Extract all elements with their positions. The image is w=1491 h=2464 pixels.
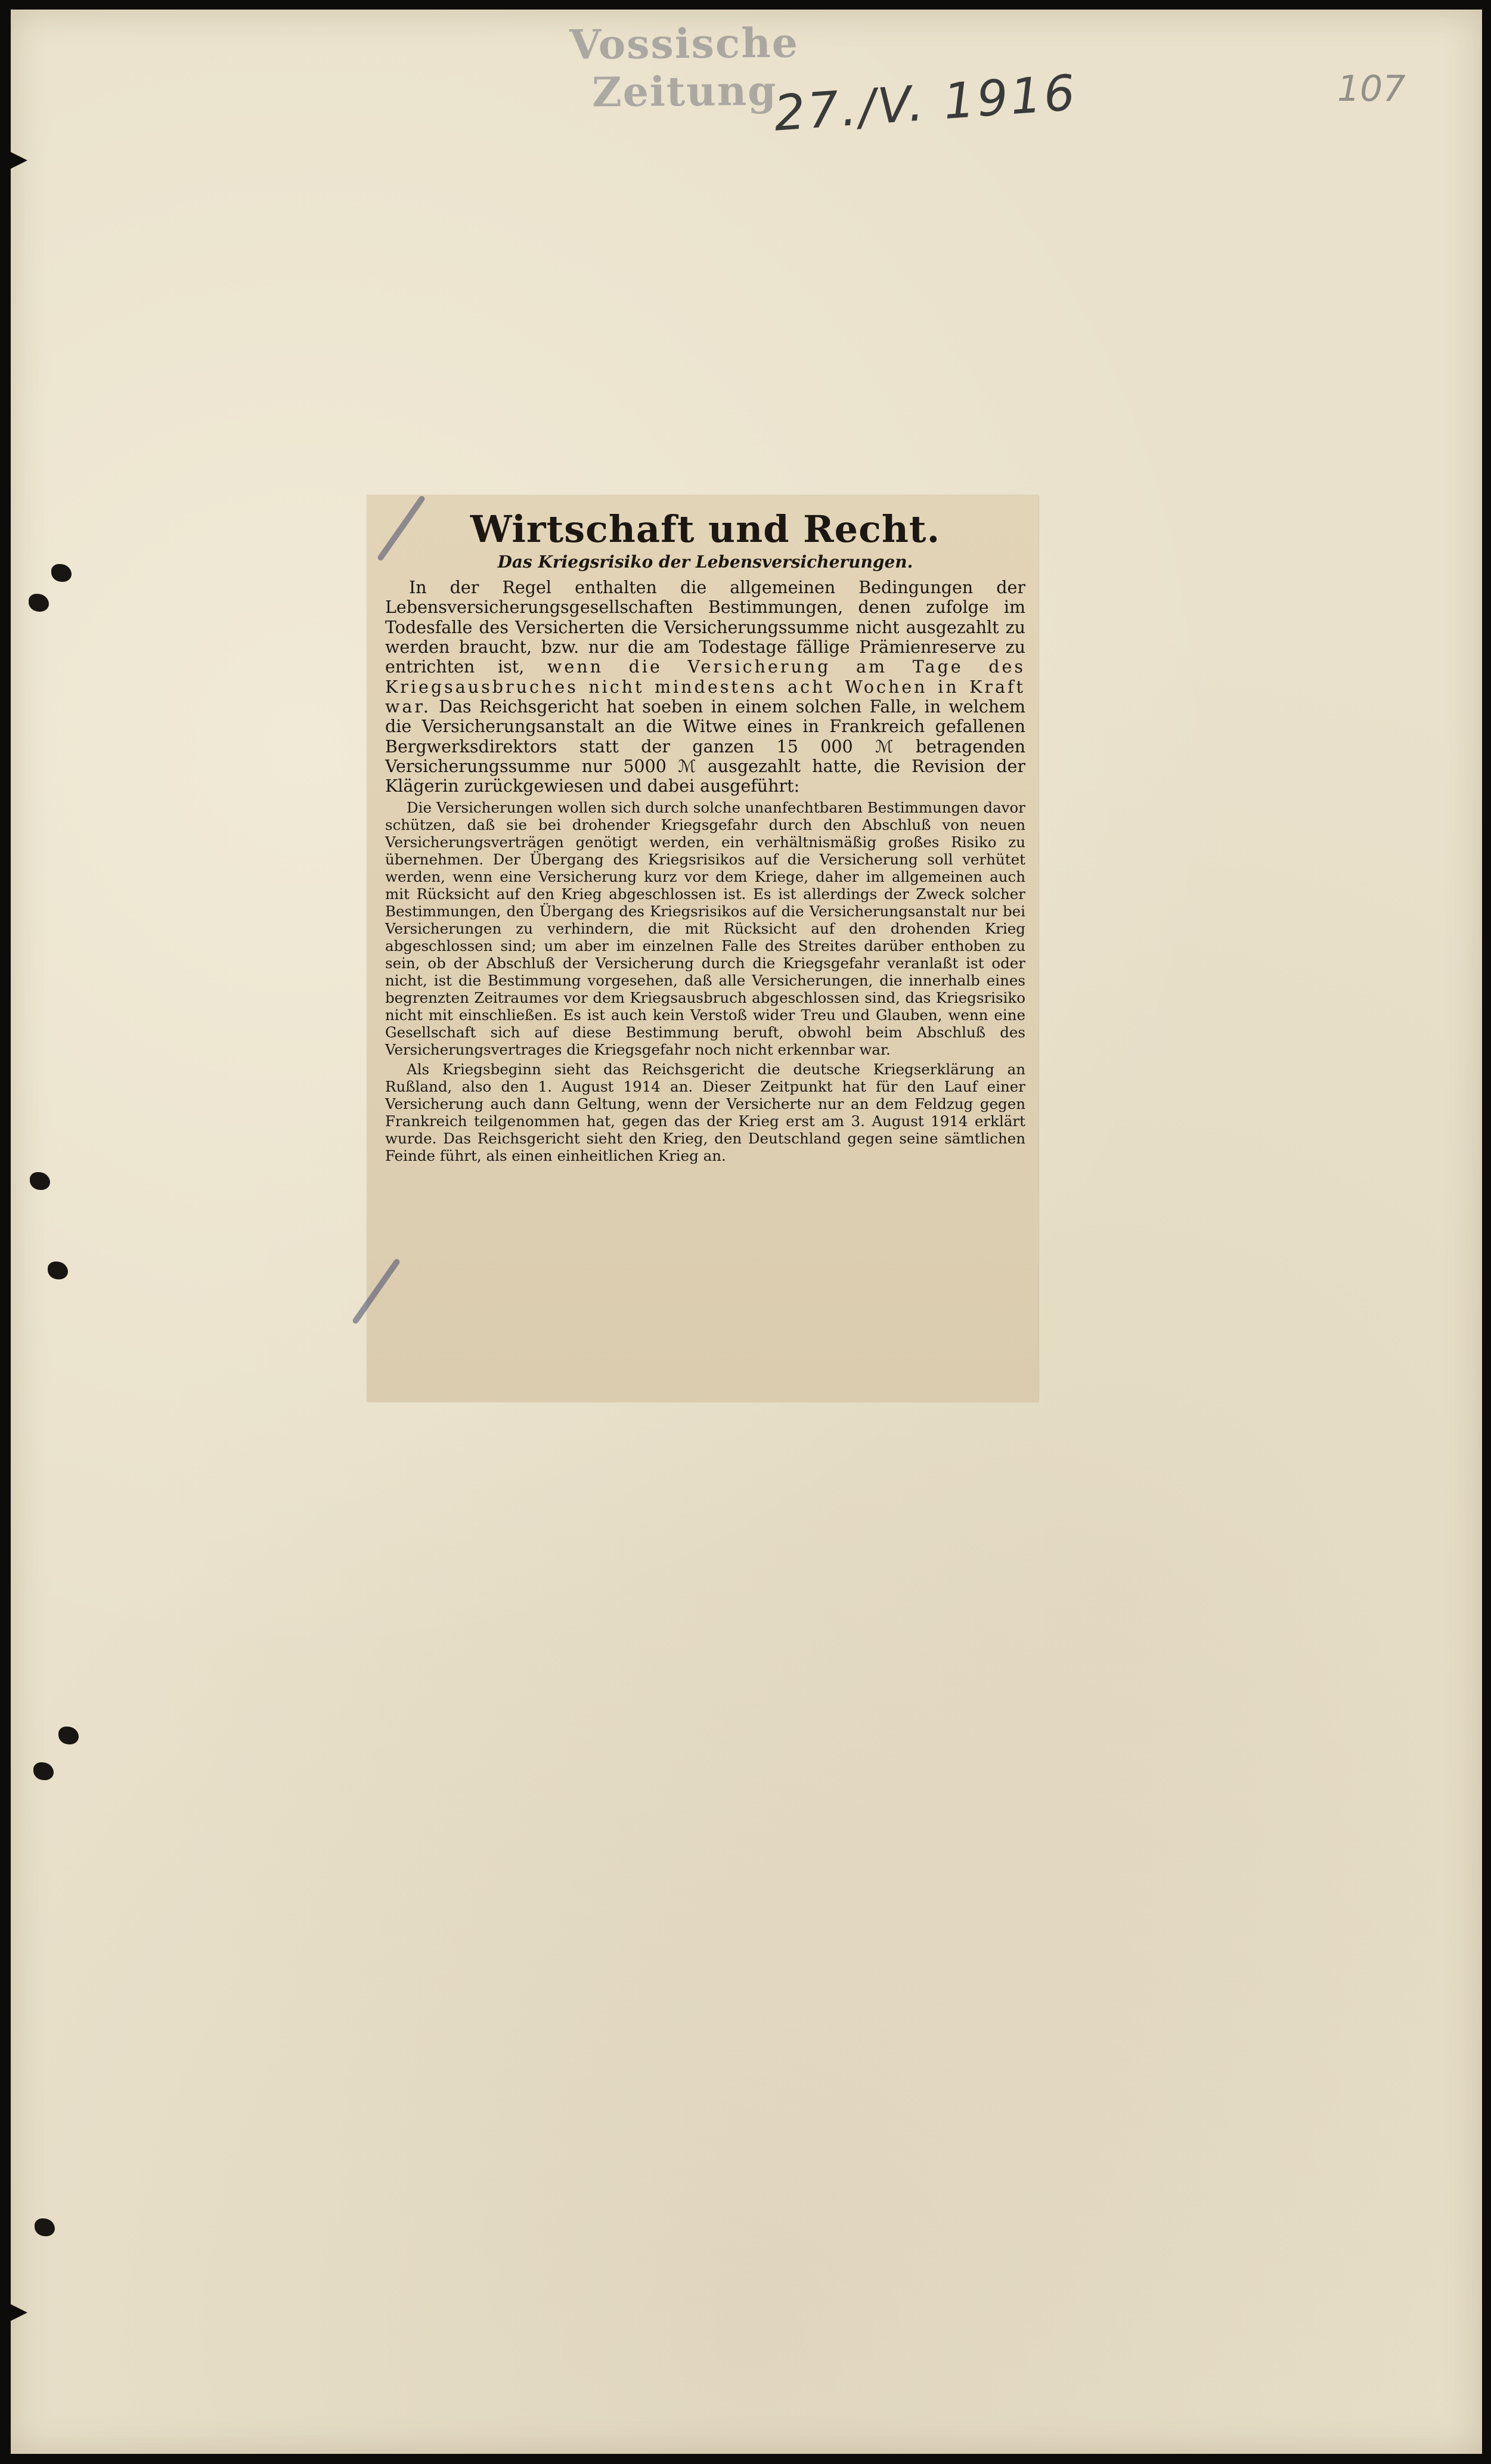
newspaper-stamp: Vossische Zeitung bbox=[569, 19, 799, 117]
article-title: Wirtschaft und Recht. bbox=[470, 507, 941, 551]
punch-hole bbox=[35, 2218, 55, 2236]
handwritten-date: 27./V. 1916 bbox=[772, 64, 1080, 142]
article-lead-paragraph bbox=[385, 578, 1025, 796]
binding-notch bbox=[0, 2299, 27, 2326]
punch-hole bbox=[51, 564, 72, 582]
archive-page-number: 107 bbox=[1337, 68, 1406, 110]
article-body-paragraph: Die Versicherungen wollen sich durch solche unanfechtbaren Bestimmungen davor schützen, daß sie bei drohender Kriegsgefahr durch den Abschluß von neuen Versicherungsverträgen genötigt werden, ein verhältnismäßig großes Risiko zu übernehmen. Der Übergang des Kriegsrisikos auf die Versicherung soll verhütet werden, wenn eine Versicherung kurz vor dem Kriege, daher im allgemeinen auch mit Rücksicht auf den Krieg abgeschlossen ist. Es ist allerdings der Zweck solcher Bestimmungen, den Übergang des Kriegsrisikos auf die Versicherungsanstalt nur bei Versicherungen zu verhindern, die mit Rücksicht auf den drohenden Krieg abgeschlossen sind; um aber im einzelnen Falle des Streites darüber enthoben zu sein, ob der Abschluß der Versicherung durch die Kriegsgefahr veranlaßt ist oder nicht, ist die Bestimmung vorgesehen, daß alle Versicherungen, die innerhalb eines begrenzten Zeitraumes vor dem Kriegsausbruch abgeschlossen sind, das Kriegsrisiko nicht mit einschließen. Es ist auch kein Verstoß wider Treu und Glauben, wenn eine Gesellschaft sich auf diese Bestimmung beruft, obwohl beim Abschluß des Versicherungsvertrages die Kriegsgefahr noch nicht erkennbar war. bbox=[385, 798, 1025, 1059]
punch-hole bbox=[33, 1762, 54, 1780]
lead-text-part-1: In der Regel enthalten die allgemeinen Bedingungen der Lebensversicherungsgesellschaften Bestimmungen, denen zufolge im Todesfalle des Versicherten die Versicherungssumme nicht ausgezahlt zu werden braucht, bzw. nur die am Todestage fällige Prämienreserve zu entrichten ist, bbox=[385, 578, 1025, 677]
pencil-mark bbox=[352, 1258, 401, 1325]
archive-sheet bbox=[11, 10, 1482, 2454]
punch-hole bbox=[29, 594, 49, 612]
lead-spaced-emphasis: wenn die Versicherung am Tage des Kriegsausbruches nicht mindestens acht Wochen in Kraft war. bbox=[385, 657, 1026, 717]
punch-hole bbox=[30, 1172, 50, 1190]
article-subtitle: Das Kriegsrisiko der Lebensversicherungen. bbox=[497, 552, 913, 572]
article-body-paragraph: Als Kriegsbeginn sieht das Reichsgericht die deutsche Kriegserklärung an Rußland, also den 1. August 1914 an. Dieser Zeitpunkt hat für den Lauf einer Versicherung auch dann Geltung, wenn der Versicherte nur an dem Feldzug gegen Frankreich teilgenommen hat, gegen das der Krieg erst am 3. August 1914 erklärt wurde. Das Reichsgericht sieht den Krieg, den Deutschland gegen seine sämtlichen Feinde führt, als einen einheitlichen Krieg an. bbox=[385, 1061, 1025, 1165]
lead-text-part-2: Das Reichsgericht hat soeben in einem solchen Falle, in welchem die Versicherungsanstalt an die Witwe eines in Frankreich gefallenen Bergwerksdirektors statt der ganzen 15 000 ℳ betragenden Versicherungssumme nur 5000 ℳ ausgezahlt hatte, die Revision der Klägerin zurückgewiesen und dabei ausgeführt: bbox=[385, 697, 1025, 796]
binding-notch bbox=[0, 147, 27, 174]
punch-hole bbox=[58, 1727, 79, 1744]
punch-hole bbox=[48, 1262, 68, 1279]
newspaper-clipping bbox=[367, 495, 1039, 1402]
